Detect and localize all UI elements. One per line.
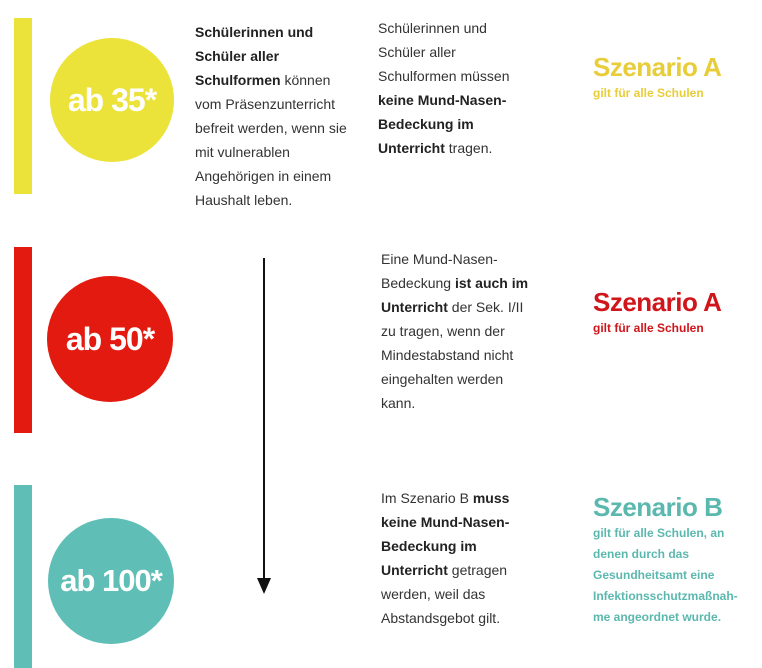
row3-scenario-title: Szenario B bbox=[593, 492, 723, 522]
row3-col2-pre: Im Szenario B bbox=[381, 490, 473, 506]
row3-col2-bold: muss keine Mund-Nasen-Bedeckung im Unterricht bbox=[381, 490, 510, 578]
incidence-badge-100: ab 100* bbox=[48, 518, 174, 644]
incidence-badge-50: ab 50* bbox=[47, 276, 173, 402]
row1-col1-text bbox=[195, 20, 360, 212]
row2-col2-bold: ist auch im Unterricht bbox=[381, 275, 529, 315]
row3-col2-text bbox=[381, 486, 541, 630]
row1-scenario-subtitle: gilt für alle Schulen bbox=[593, 86, 704, 100]
row1-col1-rest: können vom Präsenzunterricht befreit werden, wenn sie mit vulnerablen Angehörigen in einem Haushalt leben. bbox=[195, 72, 347, 208]
teal-level-bar bbox=[14, 485, 32, 668]
row1-scenario-title: Szenario A bbox=[593, 52, 722, 82]
row1-col2-text bbox=[378, 16, 528, 160]
row1-col1-bold: Schülerinnen und Schüler aller Schulformen bbox=[195, 24, 314, 88]
row2-scenario-title: Szenario A bbox=[593, 287, 722, 317]
escalation-arrow-line bbox=[263, 258, 265, 580]
row2-col2-post: der Sek. I/II zu tragen, wenn der Mindestabstand nicht eingehalten werden kann. bbox=[381, 299, 524, 411]
incidence-badge-35: ab 35* bbox=[50, 38, 174, 162]
row1-col2-bold: keine Mund-Nasen-Bedeckung im Unterricht bbox=[378, 92, 507, 156]
row2-col2-text bbox=[381, 247, 541, 415]
row1-col2-post: tragen. bbox=[444, 140, 493, 156]
red-level-bar bbox=[14, 247, 32, 433]
row2-col2-pre: Eine Mund-Nasen-Bedeckung bbox=[381, 251, 498, 291]
arrow-down-icon bbox=[257, 578, 271, 594]
row2-scenario-subtitle: gilt für alle Schulen bbox=[593, 321, 704, 335]
row1-col2-pre: Schülerinnen und Schüler aller Schulformen müssen bbox=[378, 20, 510, 84]
row3-col2-post: getragen werden, weil das Abstandsgebot gilt. bbox=[381, 562, 508, 626]
row3-scenario-subtitle: gilt für alle Schulen, an denen durch das Gesundheitsamt eine Infektionsschutzmaßnah-me angeordnet wurde. bbox=[593, 526, 738, 624]
yellow-level-bar bbox=[14, 18, 32, 194]
